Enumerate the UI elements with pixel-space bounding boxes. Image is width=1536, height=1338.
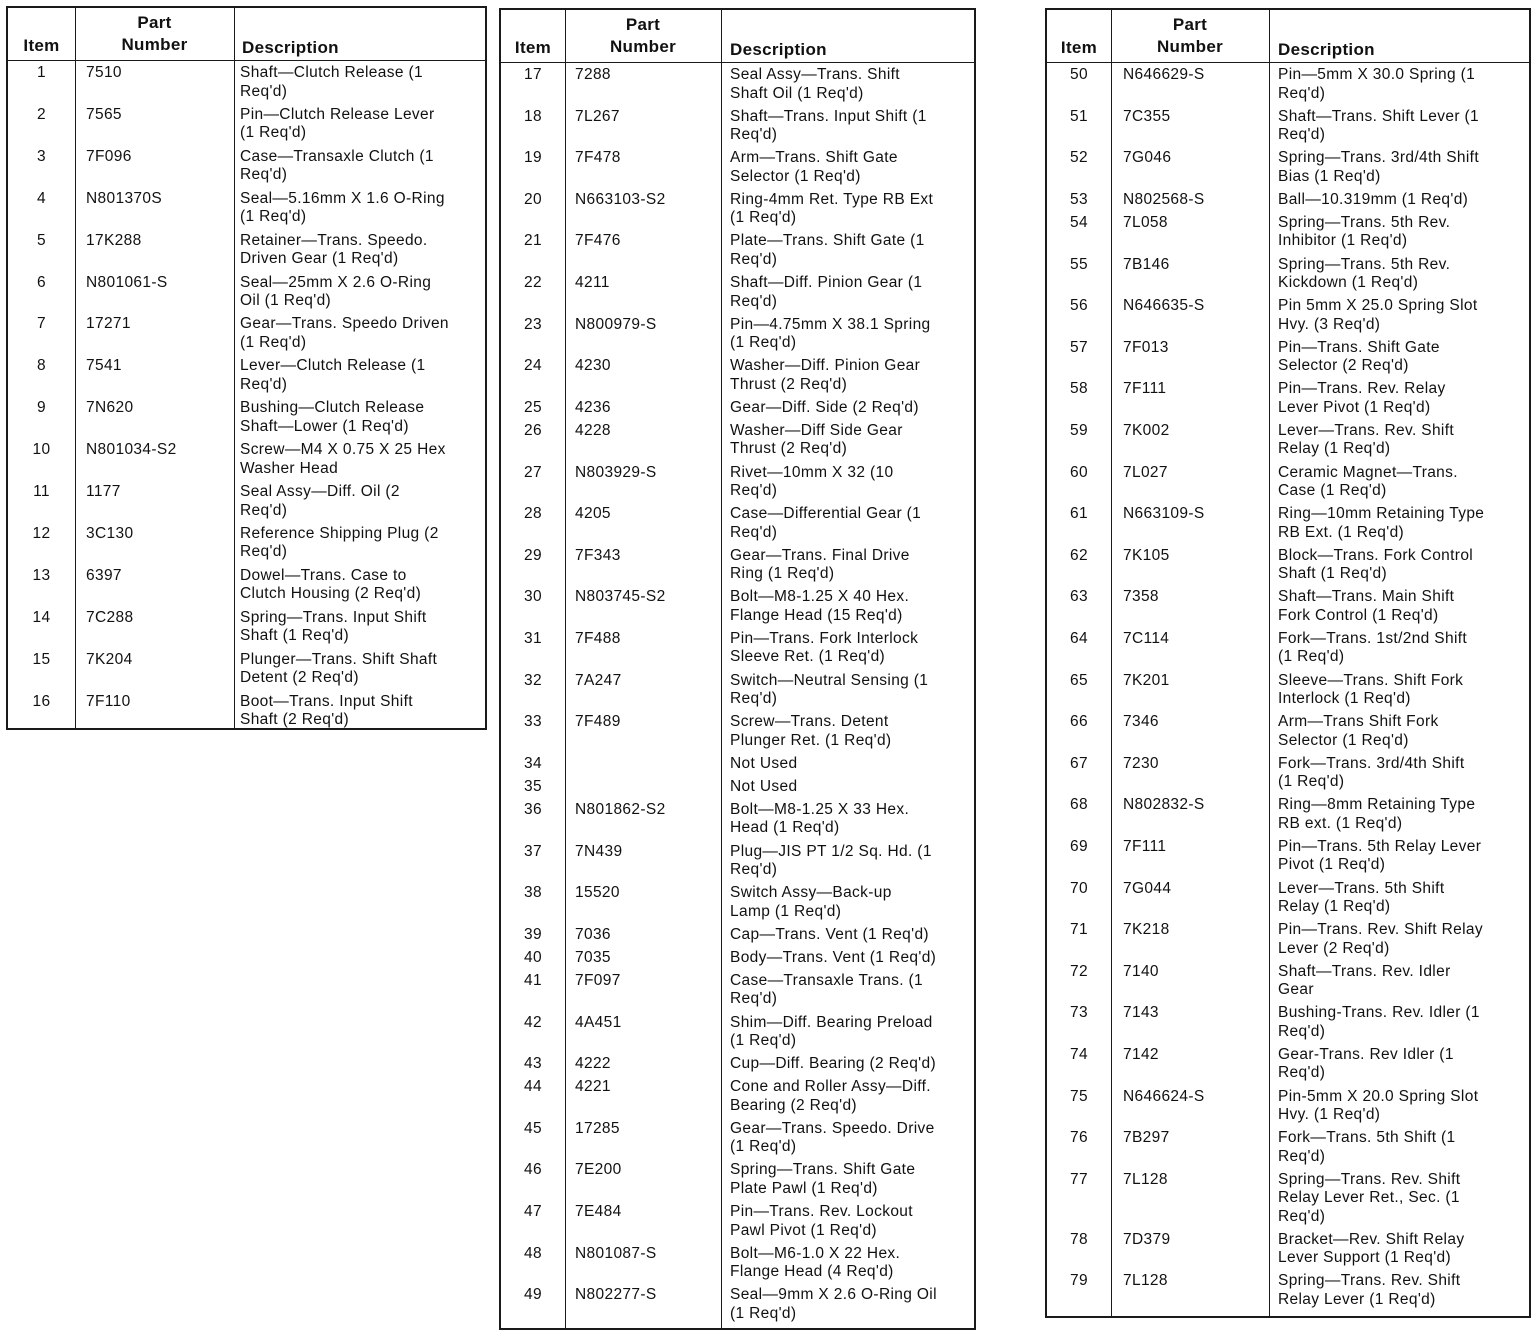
part-number: 7F476 — [575, 232, 621, 250]
part-description: Fork—Trans. 3rd/4th Shift (1 Req'd) — [1278, 754, 1465, 791]
part-number: 7N620 — [86, 399, 134, 417]
item-number: 3 — [37, 147, 46, 165]
part-number: 4A451 — [575, 1013, 622, 1031]
part-description: Switch—Neutral Sensing (1 Req'd) — [730, 671, 929, 707]
part-description: Lever—Trans. 5th Shift Relay (1 Req'd) — [1278, 879, 1445, 915]
header-divider — [1047, 62, 1529, 63]
part-description: Ring-4mm Ret. Type RB Ext (1 Req'd) — [730, 190, 934, 227]
part-number: 7F111 — [1123, 837, 1167, 855]
item-number: 25 — [524, 398, 542, 416]
parts-table-3 — [1045, 8, 1531, 1318]
item-number: 49 — [524, 1286, 542, 1304]
part-number: 7E484 — [575, 1203, 622, 1220]
part-description: Seal—5.16mm X 1.6 O-Ring (1 Req'd) — [240, 189, 445, 226]
item-number: 43 — [524, 1055, 542, 1073]
part-description: Ring—8mm Retaining Type RB ext. (1 Req'd) — [1278, 796, 1476, 832]
part-description: Lever—Clutch Release (1 Req'd) — [240, 357, 426, 393]
item-number: 67 — [1070, 754, 1088, 772]
item-number: 13 — [32, 566, 51, 584]
part-description: Gear—Trans. Speedo Driven (1 Req'd) — [240, 315, 449, 351]
part-description: Spring—Trans. Rev. Shift Relay Lever (1 Req'd) — [1278, 1272, 1461, 1308]
part-description: Spring—Trans. 5th Rev. Kickdown (1 Req'd) — [1278, 255, 1451, 291]
item-number: 14 — [32, 608, 51, 626]
part-description: Not Used — [730, 754, 798, 772]
part-description: Pin 5mm X 25.0 Spring Slot Hvy. (3 Req'd) — [1278, 297, 1478, 333]
part-number: 7F110 — [86, 692, 131, 710]
part-description: Screw—Trans. Detent Plunger Ret. (1 Req'd) — [730, 713, 892, 749]
header-part-line1: Part — [1172, 15, 1208, 34]
part-number: N800979-S — [575, 315, 657, 333]
part-number: 7036 — [575, 925, 611, 943]
item-number: 48 — [524, 1244, 542, 1262]
part-description: Plug—JIS PT 1/2 Sq. Hd. (1 Req'd) — [730, 842, 932, 878]
part-number: 17271 — [86, 315, 131, 333]
part-number: 7L128 — [1123, 1272, 1168, 1290]
part-number: 4228 — [575, 421, 611, 439]
parts-table-2 — [499, 8, 976, 1330]
part-number: 15520 — [575, 884, 620, 902]
column-divider — [75, 8, 76, 728]
item-number: 17 — [524, 66, 542, 83]
item-number: 36 — [524, 800, 542, 818]
part-description: Case—Transaxle Trans. (1 Req'd) — [730, 971, 924, 1008]
part-number: 4222 — [575, 1055, 611, 1073]
item-number: 64 — [1070, 629, 1088, 647]
header-item: Item — [23, 36, 60, 55]
part-number: 7F013 — [1123, 338, 1169, 356]
part-number: 7541 — [86, 357, 122, 375]
item-number: 63 — [1070, 588, 1088, 606]
part-description: Gear—Trans. Final Drive Ring (1 Req'd) — [730, 546, 910, 583]
part-description: Block—Trans. Fork Control Shaft (1 Req'd) — [1278, 546, 1474, 583]
part-number: 7L128 — [1123, 1170, 1168, 1188]
part-number: 7K201 — [1123, 671, 1170, 689]
part-description: Spring—Trans. Shift Gate Plate Pawl (1 Req'd) — [730, 1161, 916, 1197]
part-description: Pin—Trans. 5th Relay Lever Pivot (1 Req'd) — [1278, 837, 1482, 874]
part-description: Ring—10mm Retaining Type RB Ext. (1 Req'd) — [1278, 505, 1485, 541]
item-number: 26 — [524, 421, 542, 439]
item-number: 59 — [1070, 421, 1088, 439]
part-number: 7510 — [86, 64, 122, 81]
part-description: Cone and Roller Assy—Diff. Bearing (2 Req'd) — [730, 1078, 931, 1114]
part-number: 7F488 — [575, 629, 621, 647]
part-description: Lever—Trans. Rev. Shift Relay (1 Req'd) — [1278, 421, 1455, 458]
item-number: 9 — [37, 399, 46, 417]
part-number: 7G046 — [1123, 149, 1172, 167]
item-number: 33 — [524, 713, 542, 731]
part-description: Fork—Trans. 1st/2nd Shift (1 Req'd) — [1278, 629, 1468, 666]
part-number: 3C130 — [86, 524, 134, 542]
item-number: 50 — [1070, 66, 1088, 83]
part-description: Rivet—10mm X 32 (10 Req'd) — [730, 463, 894, 499]
part-description: Plate—Trans. Shift Gate (1 Req'd) — [730, 232, 925, 268]
item-number: 41 — [524, 971, 542, 989]
part-description: Bolt—M8-1.25 X 40 Hex. Flange Head (15 Req'd) — [730, 588, 910, 624]
part-description: Bushing—Clutch Release Shaft—Lower (1 Req'd) — [240, 399, 425, 435]
column-divider — [565, 10, 566, 1328]
part-number: 7B297 — [1123, 1129, 1170, 1147]
item-number: 72 — [1070, 962, 1088, 980]
part-number: 7B146 — [1123, 255, 1170, 273]
part-number: 7035 — [575, 948, 611, 966]
header-part-line1: Part — [625, 15, 661, 34]
item-number: 19 — [524, 149, 542, 167]
part-number: 7143 — [1123, 1004, 1159, 1022]
part-description: Pin—Trans. Shift Gate Selector (2 Req'd) — [1278, 338, 1440, 375]
item-number: 45 — [524, 1119, 542, 1137]
item-number: 47 — [524, 1203, 542, 1220]
part-description: Spring—Trans. Input Shift Shaft (1 Req'd) — [240, 608, 427, 645]
part-number: 7F097 — [575, 971, 621, 989]
part-number: 6397 — [86, 566, 122, 584]
header-divider — [8, 60, 485, 61]
item-number: 16 — [32, 692, 51, 710]
part-number: 7358 — [1123, 588, 1159, 606]
part-number: 7K105 — [1123, 546, 1170, 564]
part-number: 4230 — [575, 357, 611, 375]
item-number: 74 — [1070, 1045, 1088, 1063]
item-number: 27 — [524, 463, 542, 481]
part-number: 7F111 — [1123, 380, 1167, 398]
item-number: 18 — [524, 107, 542, 125]
item-number: 23 — [524, 315, 542, 333]
part-number: 7F478 — [575, 149, 621, 167]
part-number: N663103-S2 — [575, 190, 666, 208]
header-description: Description — [730, 40, 827, 59]
item-number: 7 — [37, 315, 46, 333]
item-number: 2 — [37, 105, 46, 123]
part-description: Shaft—Trans. Shift Lever (1 Req'd) — [1278, 107, 1479, 144]
part-number: 7346 — [1123, 713, 1159, 731]
part-description: Shaft—Diff. Pinion Gear (1 Req'd) — [730, 274, 923, 310]
item-number: 31 — [524, 629, 542, 647]
item-number: 8 — [37, 357, 46, 375]
part-number: 7565 — [86, 105, 122, 123]
part-description: Cup—Diff. Bearing (2 Req'd) — [730, 1055, 936, 1073]
item-number: 76 — [1070, 1129, 1088, 1147]
part-number: 7G044 — [1123, 879, 1172, 897]
item-number: 75 — [1070, 1087, 1088, 1105]
item-number: 20 — [524, 190, 542, 208]
part-number: 7K002 — [1123, 421, 1170, 439]
part-description: Bolt—M8-1.25 X 33 Hex. Head (1 Req'd) — [730, 800, 910, 837]
part-description: Screw—M4 X 0.75 X 25 Hex Washer Head — [240, 441, 446, 477]
part-description: Pin-5mm X 20.0 Spring Slot Hvy. (1 Req'd) — [1278, 1087, 1479, 1123]
column-divider — [1269, 10, 1270, 1316]
table-header — [1047, 10, 1529, 62]
part-description: Sleeve—Trans. Shift Fork Interlock (1 Req'd) — [1278, 671, 1464, 707]
header-description: Description — [1278, 40, 1375, 59]
item-number: 24 — [524, 357, 542, 375]
part-description: Seal Assy—Diff. Oil (2 Req'd) — [240, 483, 400, 519]
item-number: 62 — [1070, 546, 1088, 564]
part-number: 7A247 — [575, 671, 622, 689]
item-number: 38 — [524, 884, 542, 902]
part-description: Spring—Trans. 5th Rev. Inhibitor (1 Req'd) — [1278, 213, 1451, 250]
item-number: 54 — [1070, 213, 1088, 231]
part-description: Bushing-Trans. Rev. Idler (1 Req'd) — [1278, 1004, 1480, 1040]
header-item: Item — [1060, 38, 1098, 57]
item-number: 60 — [1070, 463, 1088, 481]
item-number: 61 — [1070, 505, 1088, 523]
part-number: 7C288 — [86, 608, 134, 626]
part-description: Arm—Trans Shift Fork Selector (1 Req'd) — [1278, 713, 1439, 749]
part-number: N802277-S — [575, 1286, 657, 1304]
part-number: 7N439 — [575, 842, 623, 860]
item-number: 39 — [524, 925, 542, 943]
column-divider — [234, 8, 235, 728]
part-description: Dowel—Trans. Case to Clutch Housing (2 Req'd) — [240, 566, 422, 603]
item-number: 52 — [1070, 149, 1088, 167]
part-description: Case—Transaxle Clutch (1 Req'd) — [240, 147, 434, 184]
table-header — [8, 8, 485, 60]
part-description: Pin—Trans. Rev. Shift Relay Lever (2 Req'd) — [1278, 921, 1483, 957]
part-description: Shaft—Clutch Release (1 Req'd) — [240, 64, 423, 100]
item-number: 58 — [1070, 380, 1088, 398]
part-description: Seal Assy—Trans. Shift Shaft Oil (1 Req'd) — [730, 66, 900, 102]
part-description: Shaft—Trans. Main Shift Fork Control (1 Req'd) — [1278, 588, 1455, 624]
part-number: 7140 — [1123, 962, 1159, 980]
part-description: Fork—Trans. 5th Shift (1 Req'd) — [1278, 1129, 1456, 1165]
item-number: 51 — [1070, 107, 1088, 125]
item-number: 71 — [1070, 921, 1088, 939]
part-description: Washer—Diff. Pinion Gear Thrust (2 Req'd) — [730, 357, 921, 393]
item-number: 11 — [33, 483, 50, 500]
part-number: 7E200 — [575, 1161, 622, 1179]
header-part-number — [75, 12, 234, 56]
item-number: 44 — [524, 1078, 542, 1096]
item-number: 30 — [524, 588, 542, 606]
item-number: 10 — [32, 441, 51, 459]
item-number: 53 — [1070, 190, 1088, 208]
part-number: 7L058 — [1123, 213, 1168, 231]
part-number: N646624-S — [1123, 1087, 1205, 1105]
header-divider — [501, 62, 974, 63]
part-number: N646629-S — [1123, 66, 1205, 83]
part-description: Pin—Trans. Fork Interlock Sleeve Ret. (1 Req'd) — [730, 629, 919, 666]
header-item: Item — [514, 38, 552, 57]
item-number: 5 — [37, 231, 46, 249]
part-description: Shaft—Trans. Input Shift (1 Req'd) — [730, 107, 927, 144]
part-description: Ceramic Magnet—Trans. Case (1 Req'd) — [1278, 463, 1458, 499]
part-number: N802568-S — [1123, 190, 1205, 208]
part-description: Seal—9mm X 2.6 O-Ring Oil (1 Req'd) — [730, 1286, 937, 1322]
part-number: N663109-S — [1123, 505, 1205, 523]
item-number: 56 — [1070, 297, 1088, 315]
part-number: N801034-S2 — [86, 441, 177, 459]
item-number: 40 — [524, 948, 542, 966]
part-description: Bolt—M6-1.0 X 22 Hex. Flange Head (4 Req'd) — [730, 1244, 901, 1281]
item-number: 32 — [524, 671, 542, 689]
part-description: Pin—Clutch Release Lever (1 Req'd) — [240, 105, 435, 142]
part-number: N801862-S2 — [575, 800, 666, 818]
part-description: Pin—5mm X 30.0 Spring (1 Req'd) — [1278, 66, 1476, 102]
part-description: Pin—4.75mm X 38.1 Spring (1 Req'd) — [730, 315, 931, 352]
part-number: 7K218 — [1123, 921, 1170, 939]
header-part-line2: Number — [121, 35, 188, 54]
column-divider — [1111, 10, 1112, 1316]
item-number: 65 — [1070, 671, 1088, 689]
part-description: Washer—Diff Side Gear Thrust (2 Req'd) — [730, 421, 903, 458]
part-description: Shim—Diff. Bearing Preload (1 Req'd) — [730, 1013, 933, 1049]
part-number: 7142 — [1123, 1045, 1159, 1063]
part-number: N803745-S2 — [575, 588, 666, 606]
item-number: 78 — [1070, 1230, 1088, 1248]
item-number: 15 — [32, 650, 51, 668]
item-number: 29 — [524, 546, 542, 564]
part-number: 7F343 — [575, 546, 621, 564]
header-part-line1: Part — [137, 13, 172, 32]
part-number: 7K204 — [86, 650, 133, 668]
part-number: 4221 — [575, 1078, 611, 1096]
item-number: 46 — [524, 1161, 542, 1179]
part-description: Not Used — [730, 777, 798, 795]
item-number: 1 — [37, 64, 46, 81]
header-part-line2: Number — [609, 37, 677, 56]
part-number: 1177 — [86, 483, 121, 500]
part-description: Retainer—Trans. Speedo. Driven Gear (1 Req'd) — [240, 231, 428, 268]
part-description: Cap—Trans. Vent (1 Req'd) — [730, 925, 929, 943]
part-description: Pin—Trans. Rev. Lockout Pawl Pivot (1 Req'd) — [730, 1203, 913, 1239]
part-description: Bracket—Rev. Shift Relay Lever Support (1 Req'd) — [1278, 1230, 1465, 1267]
part-number: N801087-S — [575, 1244, 657, 1262]
part-number: N801061-S — [86, 273, 168, 291]
part-number: 7C114 — [1123, 629, 1170, 647]
item-number: 6 — [37, 273, 46, 291]
item-number: 22 — [524, 274, 542, 291]
part-number: 7L027 — [1123, 463, 1168, 481]
part-description: Spring—Trans. Rev. Shift Relay Lever Ret., Sec. (1 Req'd) — [1278, 1170, 1461, 1225]
item-number: 77 — [1070, 1170, 1088, 1188]
item-number: 68 — [1070, 796, 1088, 814]
part-description: Boot—Trans. Input Shift Shaft (2 Req'd) — [240, 692, 413, 728]
item-number: 66 — [1070, 713, 1088, 731]
part-description: Shaft—Trans. Rev. Idler Gear — [1278, 962, 1451, 999]
item-number: 4 — [37, 189, 46, 207]
part-description: Pin—Trans. Rev. Relay Lever Pivot (1 Req'd) — [1278, 380, 1446, 416]
item-number: 21 — [524, 232, 542, 250]
item-number: 55 — [1070, 255, 1088, 273]
item-number: 37 — [524, 842, 542, 860]
part-description: Arm—Trans. Shift Gate Selector (1 Req'd) — [730, 149, 898, 185]
header-description: Description — [242, 38, 339, 57]
part-description: Gear-Trans. Rev Idler (1 Req'd) — [1278, 1045, 1454, 1082]
column-divider — [721, 10, 722, 1328]
part-description: Seal—25mm X 2.6 O-Ring Oil (1 Req'd) — [240, 273, 432, 309]
item-number: 57 — [1070, 338, 1088, 356]
item-number: 79 — [1070, 1272, 1088, 1290]
item-number: 34 — [524, 754, 542, 772]
item-number: 35 — [524, 777, 542, 795]
part-description: Spring—Trans. 3rd/4th Shift Bias (1 Req'd) — [1278, 149, 1479, 185]
part-number: 17K288 — [86, 231, 142, 249]
part-number: 7F489 — [575, 713, 621, 731]
table-header — [501, 10, 974, 62]
item-number: 69 — [1070, 837, 1088, 855]
part-description: Ball—10.319mm (1 Req'd) — [1278, 190, 1469, 208]
part-description: Case—Differential Gear (1 Req'd) — [730, 505, 922, 541]
part-number: 7L267 — [575, 107, 620, 125]
part-description: Switch Assy—Back-up Lamp (1 Req'd) — [730, 884, 892, 920]
part-description: Gear—Diff. Side (2 Req'd) — [730, 398, 919, 416]
part-number: N801370S — [86, 189, 163, 207]
part-number: 4211 — [575, 274, 610, 291]
part-number: 17285 — [575, 1119, 620, 1137]
part-number: 7288 — [575, 66, 611, 83]
part-number: 4236 — [575, 398, 611, 416]
part-number: N802832-S — [1123, 796, 1205, 814]
part-description: Gear—Trans. Speedo. Drive (1 Req'd) — [730, 1119, 935, 1156]
item-number: 28 — [524, 505, 542, 523]
part-number: 7F096 — [86, 147, 132, 165]
header-part-line2: Number — [1156, 37, 1224, 56]
part-number: 7D379 — [1123, 1230, 1171, 1248]
item-number: 73 — [1070, 1004, 1088, 1022]
part-description: Reference Shipping Plug (2 Req'd) — [240, 524, 439, 561]
item-number: 42 — [524, 1013, 542, 1031]
header-part-number — [1111, 14, 1269, 58]
part-number: 7230 — [1123, 754, 1159, 772]
parts-table-1 — [6, 6, 487, 730]
part-number: N803929-S — [575, 463, 657, 481]
part-description: Body—Trans. Vent (1 Req'd) — [730, 948, 937, 966]
item-number: 12 — [32, 524, 51, 542]
part-description: Plunger—Trans. Shift Shaft Detent (2 Req'd) — [240, 650, 438, 687]
header-part-number — [565, 14, 721, 58]
item-number: 70 — [1070, 879, 1088, 897]
part-number: N646635-S — [1123, 297, 1205, 315]
part-number: 7C355 — [1123, 107, 1171, 125]
part-number: 4205 — [575, 505, 611, 523]
